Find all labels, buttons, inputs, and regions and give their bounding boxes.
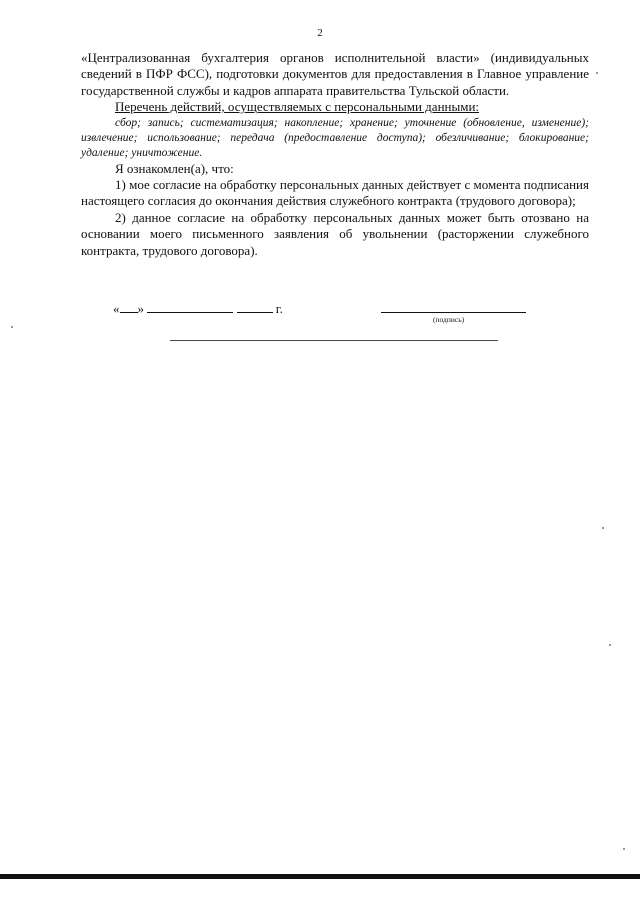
quote-close: » [137,301,144,316]
actions-heading-line [81,99,589,115]
revocation-item: 2) данное согласие на обработку персональных данных может быть отозвано на основании моего письменного заявления об увольнении (расторжении служебного контракта, трудового договора). [81,209,589,258]
scan-speck [623,848,625,850]
signature-row [113,300,533,330]
organization-paragraph: «Централизованная бухгалтерия органов исполнительной власти» (индивидуальных сведений в ПФР ФСС), подготовки документов для предоставления в Главное управление государственной службы и кадров аппарата правительства Тульской области. [81,50,589,98]
acknowledged-line: Я ознакомлен(а), что: [115,160,234,176]
scan-edge-bar [0,874,640,879]
scan-speck [11,326,13,328]
signature-caption: (подпись) [433,315,465,324]
scan-speck [602,527,604,529]
scan-speck [596,72,598,74]
year-blank [237,300,273,313]
year-suffix: г. [275,301,283,316]
scan-speck [609,644,611,646]
consent-term-item: 1) мое согласие на обработку персональных данных действует с момента подписания настоящего согласия до окончания действия служебного контракта (трудового договора); [81,177,589,209]
separator-line [170,340,498,341]
date-field [113,300,283,317]
month-blank [147,300,233,313]
document-body [81,50,589,259]
signature-line [381,312,526,313]
actions-list: сбор; запись; систематизация; накопление; хранение; уточнение (обновление, изменение); извлечение; использование; передача (предоставление доступа); обезличивание; блокирование; удаление; уничтожение. [81,116,589,159]
quote-open: « [113,301,120,316]
page-number: 2 [317,27,323,39]
day-blank [120,300,138,313]
actions-heading: Перечень действий, осуществляемых с персональными данными: [115,99,480,115]
